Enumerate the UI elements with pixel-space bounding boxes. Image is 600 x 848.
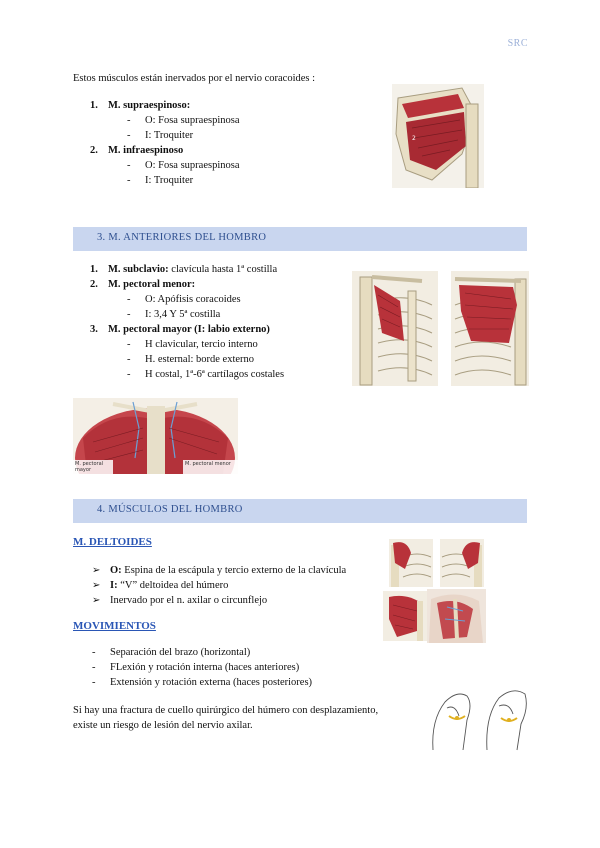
svg-text:2: 2 [412,135,416,142]
subitem-text: H clavicular, tercio interno [145,339,258,350]
pectoral-menor-image [352,271,438,386]
list-number: 3. [90,324,98,335]
bullet-text: Inervado por el n. axilar o circunflejo [110,595,268,606]
subitem-text: H. esternal: borde externo [145,354,255,365]
movimientos-list [92,645,392,690]
list-subitem: - O: Fosa supraespinosa [127,115,240,126]
movimiento-text: Extensión y rotación externa (haces posteriores) [110,677,313,688]
list-item: - Separación del brazo (horizontal) [92,647,251,658]
list-item [90,277,380,292]
axillary-nerve-sketch [427,680,531,752]
list-item [90,262,380,277]
nota-fractura [73,703,413,733]
muscle-name: M. infraespinoso [108,145,184,156]
list-subitem: - I: Troquiter [127,175,194,186]
note-line: Si hay una fractura de cuello quirúrgico del húmero con desplazamiento, [73,705,379,716]
list-item [92,593,392,608]
list-subitem: - I: 3,4 Y 5ª costilla [127,309,221,320]
pectoral-mayor-image [451,271,529,386]
list-item [90,322,380,337]
note-line: existe un riesgo de lesión del nervio axilar. [73,720,253,731]
list-item [90,98,390,113]
bullet-bold: I: [110,580,118,591]
chest-muscles-image [73,398,238,474]
deltoides-heading: M. DELTOIDES [73,536,152,548]
deltoid-image-dissection [427,589,486,643]
label-pectoral-menor: M. pectoral menor [185,461,231,467]
movimiento-text: Separación del brazo (horizontal) [110,647,251,658]
muscle-name: M. subclavio: [108,264,169,275]
list-item [90,143,390,158]
list-subitem: - O: Fosa supraespinosa [127,160,240,171]
arrow-bullet-icon: ➢ [92,565,101,576]
section-bar-musculos-hombro [73,499,527,523]
list-subitem: - H costal, 1ª-6ª cartílagos costales [127,369,285,380]
deltoid-image-front [389,539,433,587]
subitem-text: O: Apófisis coracoides [145,294,241,305]
subitem-text: I: Troquiter [145,130,194,141]
subitem-text: O: Fosa supraespinosa [145,160,240,171]
list-subitem: - H clavicular, tercio interno [127,339,258,350]
list-number: 1. [90,100,98,111]
section-title: 4. MÚSCULOS DEL HOMBRO [97,504,243,515]
list-number: 2. [90,279,98,290]
arrow-bullet-icon: ➢ [92,595,101,606]
subitem-text: O: Fosa supraespinosa [145,115,240,126]
intro-text: Estos músculos están inervados por el nervio coracoides : [73,73,316,84]
posterior-shoulder-image [392,84,484,188]
section-bar-anteriores [73,227,527,251]
bullet-text: “V” deltoidea del húmero [117,580,229,591]
movimiento-text: FLexión y rotación interna (haces anteriores) [110,662,300,673]
list-number: 1. [90,264,98,275]
list-item: - FLexión y rotación interna (haces anteriores) [92,662,300,673]
list-subitem: - O: Apófisis coracoides [127,294,241,305]
subitem-text: I: 3,4 Y 5ª costilla [145,309,221,320]
list-subitem: - I: Troquiter [127,130,194,141]
movimientos-heading: MOVIMIENTOS [73,620,156,632]
deltoides-bullets [92,563,392,608]
muscle-description: clavícula hasta 1ª costilla [168,264,278,275]
list-subitem: - H. esternal: borde externo [127,354,255,365]
list-item [92,563,392,578]
section-title: 3. M. ANTERIORES DEL HOMBRO [97,232,267,243]
anterior-list [90,262,380,382]
list-item: - Extensión y rotación externa (haces posteriores) [92,677,313,688]
posterior-list [90,98,390,188]
deltoid-image-side [440,539,484,587]
subitem-text: I: Troquiter [145,175,194,186]
list-number: 2. [90,145,98,156]
list-item [92,578,392,593]
subitem-text: H costal, 1ª-6ª cartílagos costales [145,369,285,380]
bullet-text: Espina de la escápula y tercio externo de la clavícula [121,565,347,576]
bullet-bold: O: [110,565,122,576]
muscle-name: M. pectoral mayor (I: labio externo) [108,324,270,335]
arrow-bullet-icon: ➢ [92,580,101,591]
header-mark: SRC [507,38,528,49]
muscle-name: M. supraespinoso: [108,100,191,111]
deltoid-image-posterior [383,591,427,641]
muscle-name: M. pectoral menor: [108,279,196,290]
label-pectoral-mayor: M. pectoral mayor [75,461,104,473]
